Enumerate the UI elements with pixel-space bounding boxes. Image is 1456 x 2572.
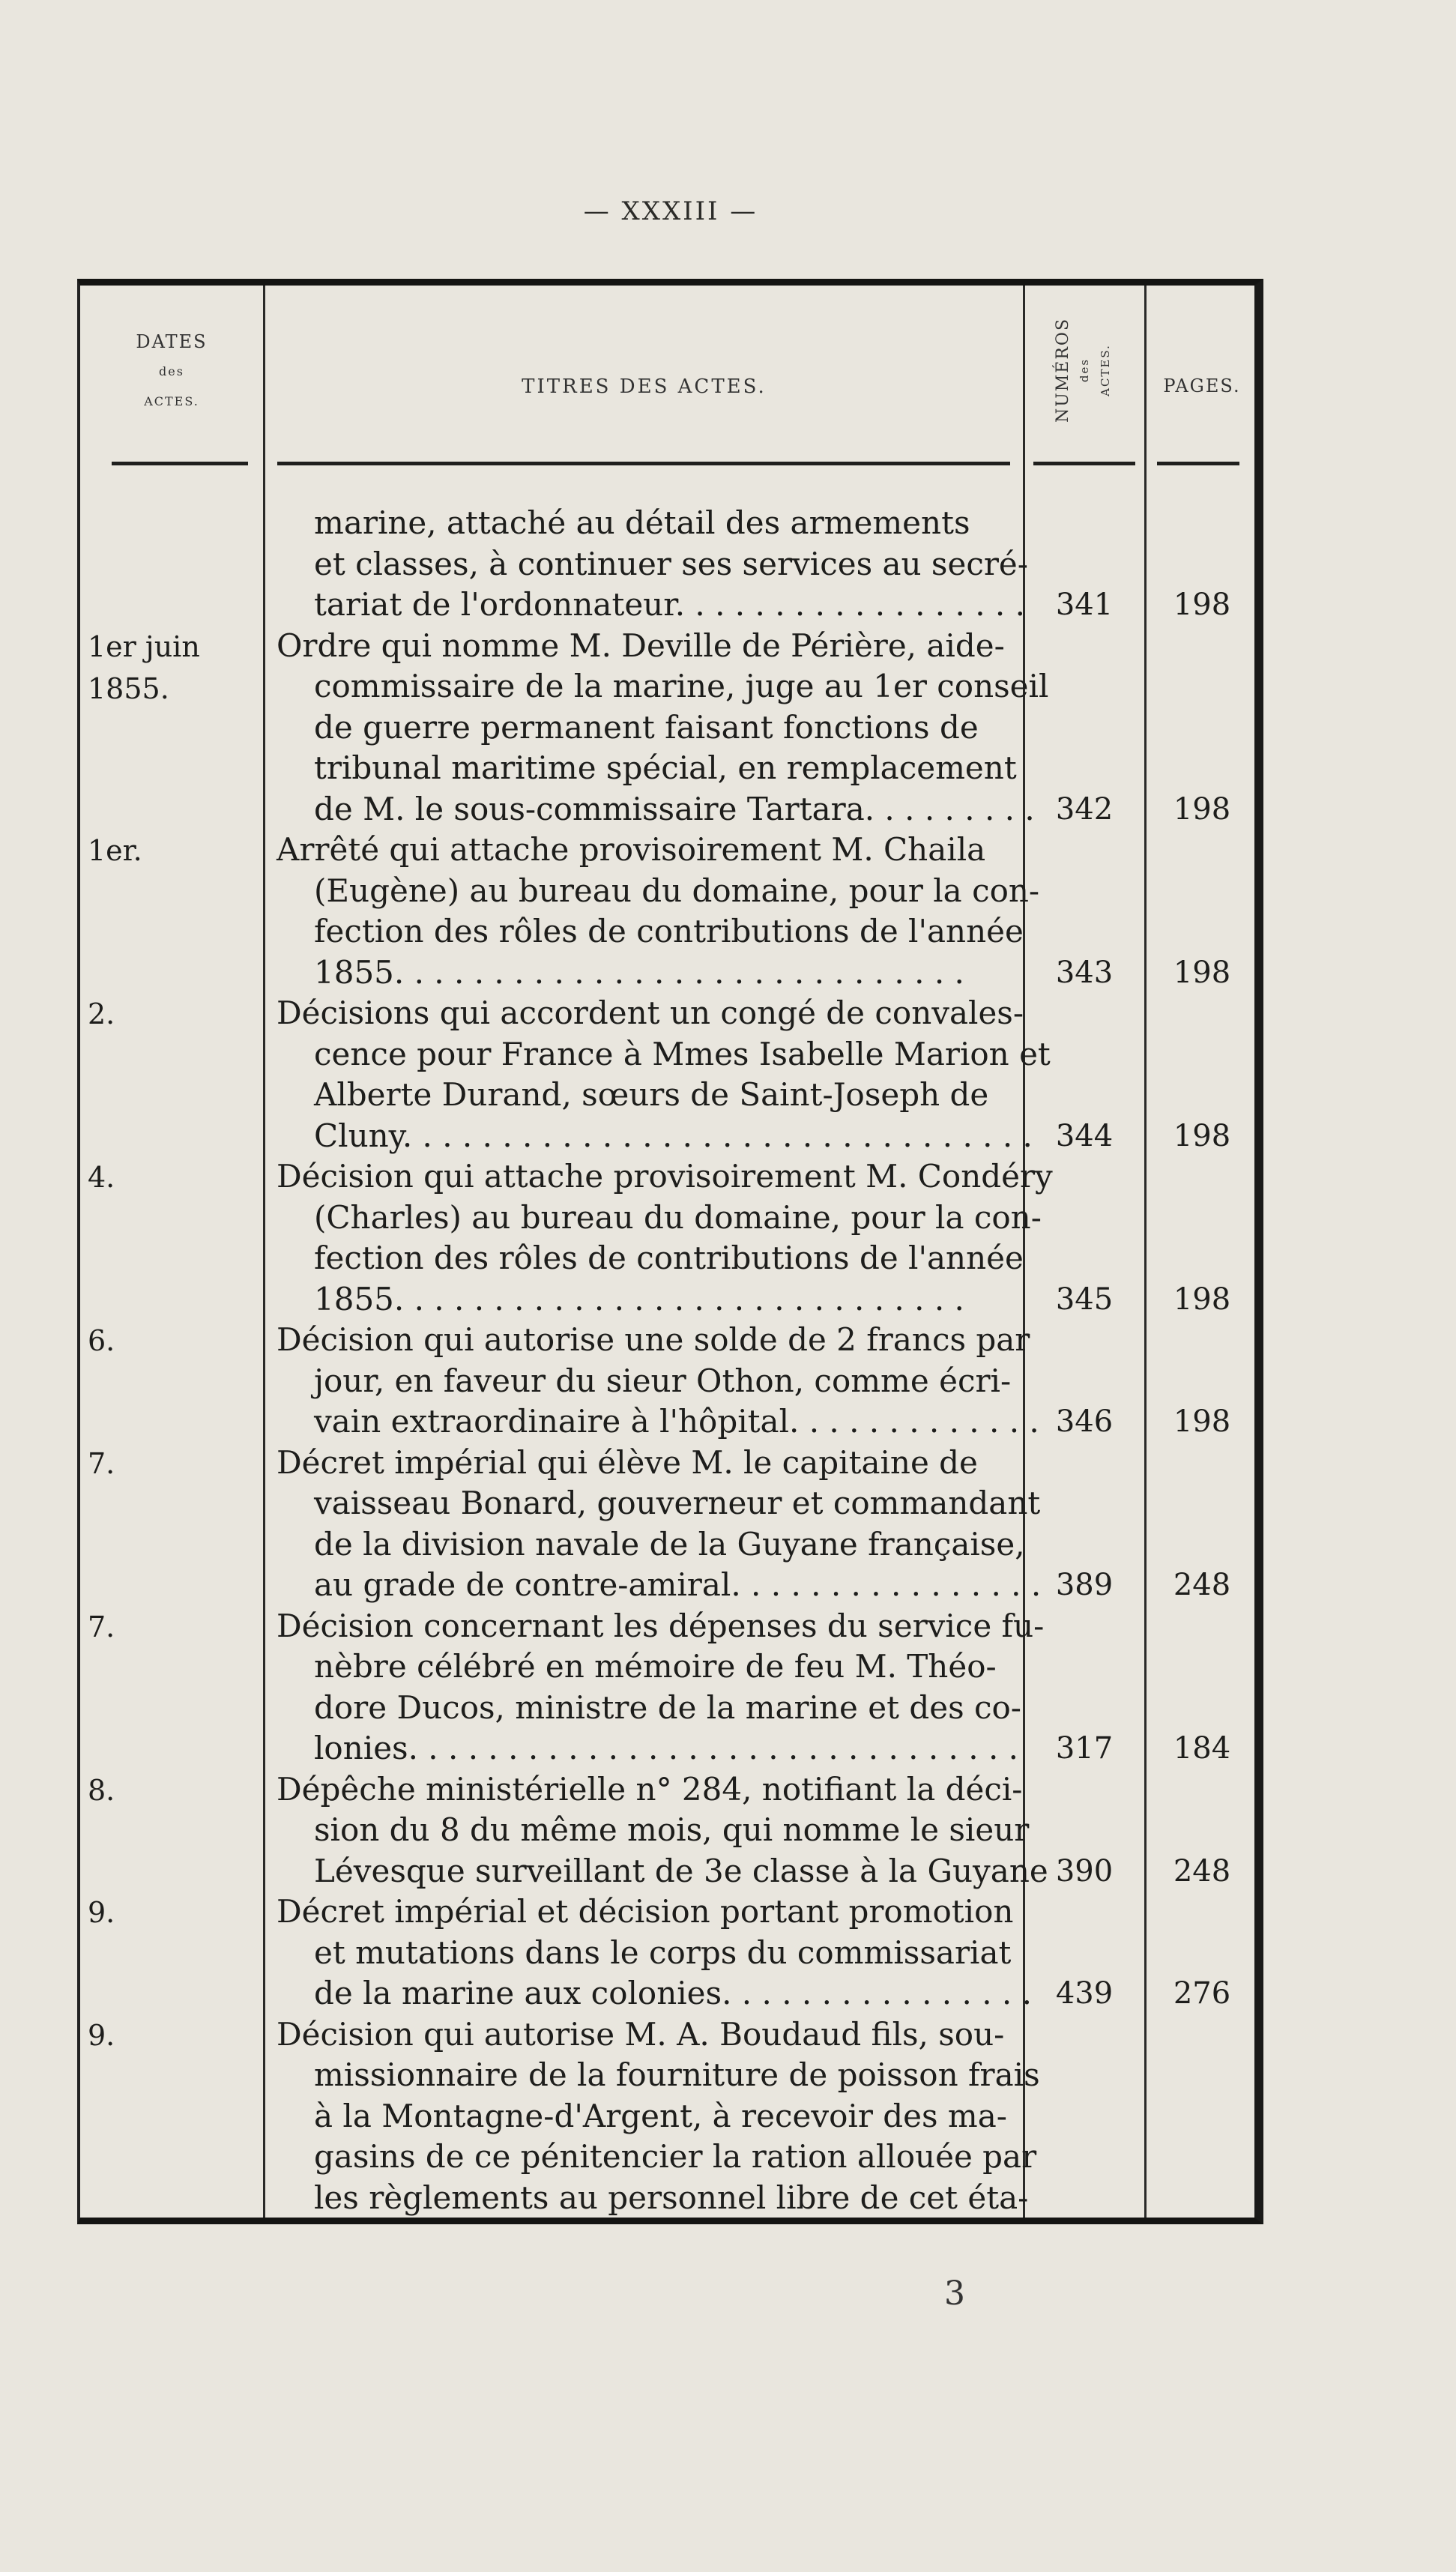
entry-date: 9.	[88, 1896, 115, 1929]
entry-page: 198	[1173, 1282, 1231, 1317]
entry-title	[277, 1443, 1042, 1606]
entry-title-line: au grade de contre-amiral. . . . . . . . . . . . . . . .	[314, 1566, 1042, 1603]
entry-title-line: sion du 8 du même mois, qui nomme le sieur	[314, 1811, 1030, 1848]
entry-numero: 343	[1055, 955, 1114, 990]
header-titres: TITRES DES ACTES.	[522, 375, 767, 398]
entry-title	[277, 830, 1040, 993]
entry-date: 1er.	[88, 834, 142, 867]
list-item	[80, 2014, 1257, 2219]
entry-title	[277, 1892, 1032, 2014]
entry-title	[277, 626, 1049, 830]
entry-title-line: Décision qui autorise une solde de 2 francs par	[277, 1321, 1030, 1358]
entry-title	[277, 1320, 1039, 1443]
entry-date: 8.	[88, 1773, 115, 1807]
entry-date: 4.	[88, 1161, 115, 1194]
entry-numero: 346	[1055, 1404, 1114, 1439]
entry-title-line: nèbre célébré en mémoire de feu M. Théo-	[314, 1648, 997, 1685]
entry-title-line: Dépêche ministérielle n° 284, notifiant la déci-	[277, 1770, 1023, 1808]
entry-title-line: missionnaire de la fourniture de poisson frais	[314, 2056, 1040, 2093]
list-item	[80, 1156, 1257, 1320]
entry-title	[277, 1606, 1045, 1769]
entry-page: 198	[1173, 1118, 1231, 1153]
entry-title	[277, 1769, 1048, 1892]
entry-page: 198	[1173, 791, 1231, 827]
list-item	[80, 830, 1257, 993]
entry-title-line: Arrêté qui attache provisoirement M. Chaila	[277, 831, 986, 868]
entry-title-line: commissaire de la marine, juge au 1er conseil	[314, 668, 1049, 704]
entry-title-line: gasins de ce pénitencier la ration allouée par	[314, 2138, 1037, 2175]
entry-title-line: les règlements au personnel libre de cet éta-	[314, 2179, 1029, 2216]
entry-title-line: et classes, à continuer ses services au secré-	[314, 545, 1028, 582]
entry-title-line: (Charles) au bureau du domaine, pour la con-	[314, 1198, 1042, 1236]
list-item	[80, 503, 1257, 626]
entry-date: 9.	[88, 2018, 115, 2052]
page-folio: 3	[944, 2274, 965, 2313]
entry-title-line: de guerre permanent faisant fonctions de	[314, 708, 979, 746]
running-head: — XXXIII —	[583, 196, 758, 226]
entry-date: 7.	[88, 1446, 115, 1480]
entry-title	[277, 993, 1051, 1156]
entry-page: 276	[1173, 1976, 1231, 2011]
entry-title-line: Décret impérial et décision portant promotion	[277, 1893, 1014, 1930]
entry-title-line: fection des rôles de contributions de l'année	[314, 913, 1024, 950]
entry-numero: 317	[1055, 1731, 1114, 1766]
entry-title-line: Alberte Durand, sœurs de Saint-Joseph de	[314, 1076, 989, 1113]
entry-page: 248	[1173, 1568, 1231, 1602]
header-numeros-line2: des	[1078, 357, 1091, 383]
entry-title-line: de M. le sous-commissaire Tartara. . . . . . . . .	[314, 790, 1035, 827]
list-item	[80, 1443, 1257, 1606]
entry-title	[277, 503, 1028, 626]
list-item	[80, 993, 1257, 1156]
entry-page: 198	[1173, 955, 1231, 990]
header-rule	[112, 462, 248, 465]
entry-numero: 439	[1055, 1976, 1114, 2011]
header-dates-line3: ACTES.	[144, 394, 199, 408]
entry-numero: 389	[1055, 1568, 1114, 1602]
list-item	[80, 1769, 1257, 1892]
entry-title-line: jour, en faveur du sieur Othon, comme écri-	[314, 1362, 1012, 1399]
header-dates-line1: DATES	[136, 331, 208, 352]
entry-title-line: de la division navale de la Guyane française,	[314, 1525, 1025, 1563]
table-frame	[77, 279, 1263, 2224]
entry-numero: 344	[1055, 1118, 1114, 1153]
entry-numero: 345	[1055, 1282, 1114, 1317]
entry-title-line: (Eugène) au bureau du domaine, pour la con-	[314, 872, 1040, 909]
entry-title-line: 1855. . . . . . . . . . . . . . . . . . . . . . . . . . . . .	[314, 1280, 964, 1317]
entry-title-line: Ordre qui nomme M. Deville de Périère, aide-	[277, 627, 1005, 664]
entry-date: 6.	[88, 1324, 115, 1357]
entry-title-line: dore Ducos, ministre de la marine et des co-	[314, 1688, 1021, 1726]
header-numeros-line1: NUMÉROS	[1054, 317, 1072, 423]
header-dates	[80, 327, 263, 417]
entry-page: 184	[1173, 1731, 1231, 1766]
header-rule	[277, 462, 1010, 465]
entry-title-line: de la marine aux colonies. . . . . . . . . . . . . . . .	[314, 1975, 1032, 2011]
list-item	[80, 1320, 1257, 1443]
entry-title-line: vain extraordinaire à l'hôpital. . . . . . . . . . . . .	[314, 1403, 1039, 1440]
header-rule	[1033, 462, 1135, 465]
header-numeros-line3: ACTES.	[1099, 344, 1112, 396]
entry-title	[277, 1156, 1053, 1320]
header-dates-line2: des	[159, 364, 184, 378]
entry-page: 248	[1173, 1853, 1231, 1889]
entry-page: 198	[1173, 1404, 1231, 1439]
entry-numero: 342	[1055, 791, 1114, 827]
entry-title-line: cence pour France à Mmes Isabelle Marion et	[314, 1035, 1051, 1072]
list-item	[80, 1606, 1257, 1769]
entry-title-line: tariat de l'ordonnateur. . . . . . . . . . . . . . . . . .	[314, 586, 1025, 623]
header-rule	[1157, 462, 1239, 465]
entry-title-line: Décision qui autorise M. A. Boudaud fils, sou-	[277, 2015, 1005, 2053]
entry-numero: 341	[1055, 588, 1114, 622]
entry-title	[277, 2014, 1040, 2219]
entries-list	[80, 503, 1257, 2218]
entry-title-line: Décisions qui accordent un congé de convales-	[277, 994, 1024, 1031]
entry-title-line: lonies. . . . . . . . . . . . . . . . . . . . . . . . . . . . . . .	[314, 1730, 1018, 1766]
entry-numero: 390	[1055, 1853, 1114, 1889]
entry-title-line: fection des rôles de contributions de l'année	[314, 1240, 1024, 1276]
entry-title-line: marine, attaché au détail des armements	[314, 504, 970, 541]
list-item	[80, 626, 1257, 830]
entry-title-line: et mutations dans le corps du commissariat	[314, 1933, 1012, 1971]
entry-title-line: Décret impérial qui élève M. le capitaine de	[277, 1443, 978, 1481]
list-item	[80, 1892, 1257, 2014]
entry-title-line: tribunal maritime spécial, en remplacement	[314, 749, 1017, 786]
entry-title-line: Décision concernant les dépenses du service fu-	[277, 1607, 1045, 1644]
entry-title-line: vaisseau Bonard, gouverneur et commandant	[314, 1485, 1041, 1521]
entry-title-line: Lévesque surveillant de 3e classe à la Guyane	[314, 1852, 1048, 1889]
entry-title-line: à la Montagne-d'Argent, à recevoir des ma-	[314, 2097, 1007, 2134]
header-numeros	[1026, 299, 1143, 441]
entry-title-line: Cluny. . . . . . . . . . . . . . . . . . . . . . . . . . . . . . . .	[314, 1117, 1033, 1154]
header-pages: PAGES.	[1163, 375, 1241, 396]
entry-page: 198	[1173, 588, 1231, 622]
entry-date: 2.	[88, 997, 115, 1030]
entry-title-line: 1855. . . . . . . . . . . . . . . . . . . . . . . . . . . . .	[314, 953, 964, 991]
entry-date: 1er juin 1855.	[88, 630, 200, 705]
entry-title-line: Décision qui attache provisoirement M. Condéry	[277, 1158, 1053, 1195]
entry-date: 7.	[88, 1610, 115, 1643]
